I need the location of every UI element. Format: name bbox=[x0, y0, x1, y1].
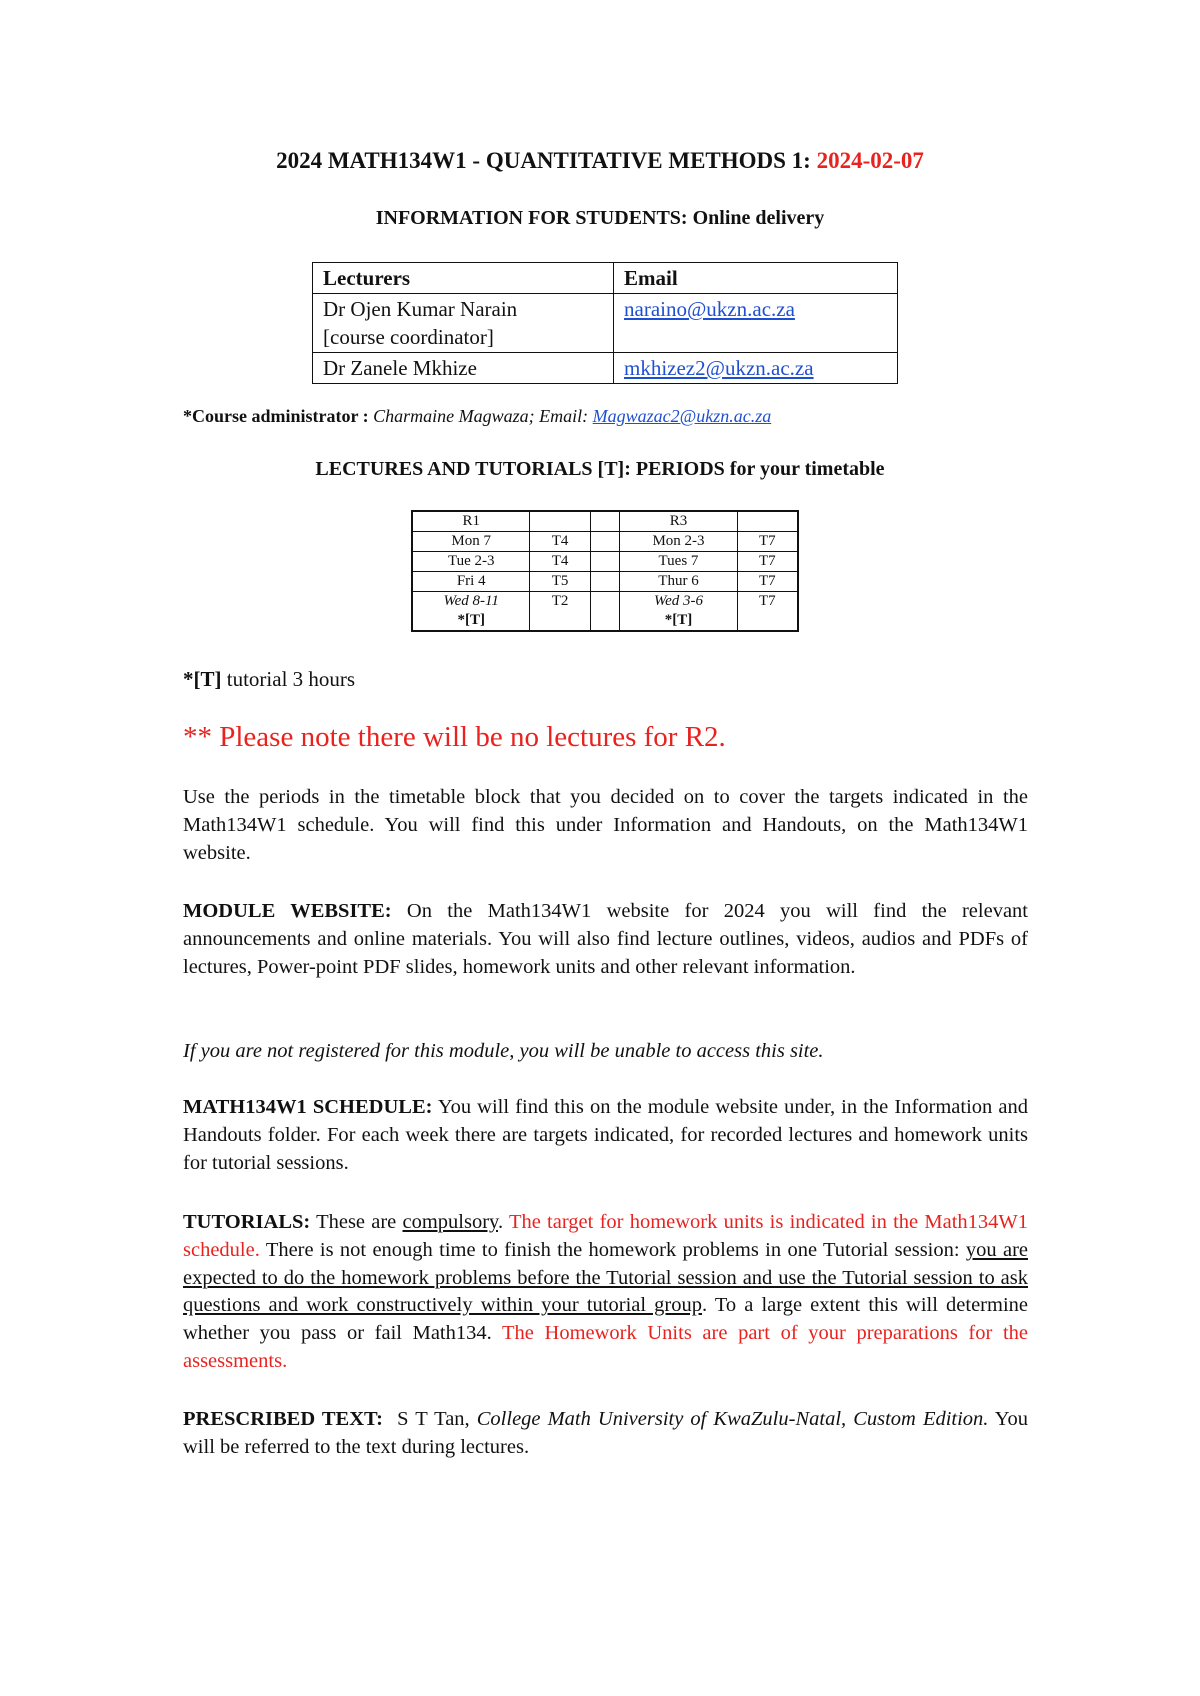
tutorial-note bbox=[183, 667, 355, 692]
tutorials-paragraph bbox=[183, 1209, 1028, 1376]
timetable-row bbox=[412, 532, 798, 552]
r1-tutorial-cell bbox=[412, 592, 530, 632]
lecturers-table bbox=[312, 262, 898, 384]
r3-period: T7 bbox=[737, 572, 798, 592]
tutorials-expectation: you are expected to do the homework problems before the Tutorial session and use the Tutorial session to ask questions and work constructively within your tutorial group bbox=[183, 1238, 1028, 1317]
r3-day: Thur 6 bbox=[620, 572, 737, 592]
timetable-heading: LECTURES AND TUTORIALS [T]: PERIODS for your timetable bbox=[315, 458, 885, 480]
tutorials-target-note: The target for homework units is indicated in the Math134W1 schedule. bbox=[183, 1211, 1028, 1261]
prescribed-text-author: S T Tan, bbox=[382, 1408, 477, 1430]
r3-tutorial-day: Wed 3-6 bbox=[653, 593, 703, 609]
module-website-label: MODULE WEBSITE: bbox=[183, 900, 392, 922]
title-text: 2024 MATH134W1 - QUANTITATIVE METHODS 1: bbox=[276, 148, 817, 173]
r3-header: R3 bbox=[620, 511, 737, 532]
tutorial-note-mark: *[T] bbox=[183, 667, 222, 691]
r1-tutorial-day: Wed 8-11 bbox=[443, 593, 499, 609]
course-administrator bbox=[183, 406, 771, 427]
lecturer-email-cell bbox=[614, 294, 898, 353]
schedule-paragraph bbox=[183, 1094, 1028, 1177]
module-website-paragraph bbox=[183, 898, 1028, 981]
r1-day: Tue 2-3 bbox=[412, 552, 530, 572]
tutorial-note-text: tutorial 3 hours bbox=[221, 667, 356, 691]
r1-day: Mon 7 bbox=[412, 532, 530, 552]
lecturer-name-cell bbox=[313, 353, 614, 384]
tutorials-text-e: There is not enough time to finish the homework problems in one Tutorial session: bbox=[259, 1238, 966, 1261]
r3-day: Tues 7 bbox=[620, 552, 737, 572]
title-date: 2024-02-07 bbox=[816, 148, 924, 173]
r3-period: T7 bbox=[737, 532, 798, 552]
lecturer-role: [course coordinator] bbox=[323, 325, 494, 349]
tutorials-homework-note: The Homework Units are part of your preparations for the assessments. bbox=[183, 1322, 1028, 1372]
r1-tutorial-mark: *[T] bbox=[457, 612, 485, 628]
prescribed-text-paragraph bbox=[183, 1406, 1028, 1462]
table-header-row bbox=[313, 263, 898, 294]
page-subtitle: INFORMATION FOR STUDENTS: Online delivery bbox=[375, 207, 825, 229]
tutorials-text-c: . bbox=[497, 1211, 509, 1233]
gap-cell bbox=[590, 572, 620, 592]
gap-cell bbox=[590, 511, 620, 532]
lecturers-header: Lecturers bbox=[313, 263, 614, 294]
r3-tutorial-cell bbox=[620, 592, 737, 632]
schedule-label: MATH134W1 SCHEDULE: bbox=[183, 1096, 433, 1118]
timetable-row bbox=[412, 552, 798, 572]
r3-period-header bbox=[737, 511, 798, 532]
table-row bbox=[313, 353, 898, 384]
table-row bbox=[313, 294, 898, 353]
email-link[interactable]: mkhizez2@ukzn.ac.za bbox=[624, 356, 814, 380]
timetable-header-row bbox=[412, 511, 798, 532]
lecturer-email-cell bbox=[614, 353, 898, 384]
r3-period: T7 bbox=[737, 592, 798, 632]
module-website-text: On the Math134W1 website for 2024 you will find the relevant announcements and online materials. You will also find lecture outlines, videos, audios and PDFs of lectures, Power-point PDF slides, homework units and other relevant information. bbox=[183, 900, 1028, 978]
timetable-table bbox=[411, 510, 799, 632]
r1-period-header bbox=[530, 511, 590, 532]
admin-name: Charmaine Magwaza; Email: bbox=[373, 406, 593, 426]
schedule-text: You will find this on the module website under, in the Information and Handouts folder. For each week there are targets indicated, for recorded lectures and homework units for tutorial sessions. bbox=[183, 1096, 1028, 1174]
lecturer-name: Dr Zanele Mkhize bbox=[323, 356, 477, 380]
r1-period: T2 bbox=[530, 592, 590, 632]
no-lectures-notice: ** Please note there will be no lectures for R2. bbox=[183, 721, 726, 753]
admin-email-link[interactable]: Magwazac2@ukzn.ac.za bbox=[592, 406, 772, 426]
gap-cell bbox=[590, 552, 620, 572]
tutorials-text-a: These are bbox=[310, 1211, 403, 1233]
tutorials-compulsory: compulsory bbox=[402, 1211, 498, 1233]
r3-tutorial-mark: *[T] bbox=[664, 612, 693, 628]
prescribed-text-label: PRESCRIBED TEXT: bbox=[183, 1408, 383, 1430]
timetable-row bbox=[412, 572, 798, 592]
r1-header: R1 bbox=[412, 511, 530, 532]
timetable-paragraph: Use the periods in the timetable block that you decided on to cover the targets indicated in the Math134W1 schedule. You will find this under Information and Handouts, on the Math134W1 website. bbox=[183, 786, 1028, 864]
r3-period: T7 bbox=[737, 552, 798, 572]
r1-period: T4 bbox=[530, 552, 590, 572]
lecturer-name-cell bbox=[313, 294, 614, 353]
gap-cell bbox=[590, 592, 620, 632]
email-link[interactable]: naraino@ukzn.ac.za bbox=[624, 297, 795, 321]
r3-day: Mon 2-3 bbox=[620, 532, 737, 552]
gap-cell bbox=[590, 532, 620, 552]
page-title bbox=[0, 148, 1200, 174]
r1-day: Fri 4 bbox=[412, 572, 530, 592]
tutorials-label: TUTORIALS: bbox=[183, 1211, 311, 1233]
lecturer-name: Dr Ojen Kumar Narain bbox=[323, 297, 518, 321]
timetable-row bbox=[412, 592, 798, 632]
admin-label: *Course administrator : bbox=[183, 406, 374, 426]
r1-period: T4 bbox=[530, 532, 590, 552]
tutorials-text-g: . To a large extent this will determine whether you pass or fail Math134. bbox=[183, 1294, 1029, 1345]
r1-period: T5 bbox=[530, 572, 590, 592]
prescribed-text-note: You will be referred to the text during lectures. bbox=[183, 1408, 1029, 1458]
email-header: Email bbox=[614, 263, 898, 294]
prescribed-text-title: College Math University of KwaZulu-Natal, Custom Edition. bbox=[476, 1408, 989, 1430]
registration-note: If you are not registered for this module, you will be unable to access this site. bbox=[183, 1040, 824, 1062]
